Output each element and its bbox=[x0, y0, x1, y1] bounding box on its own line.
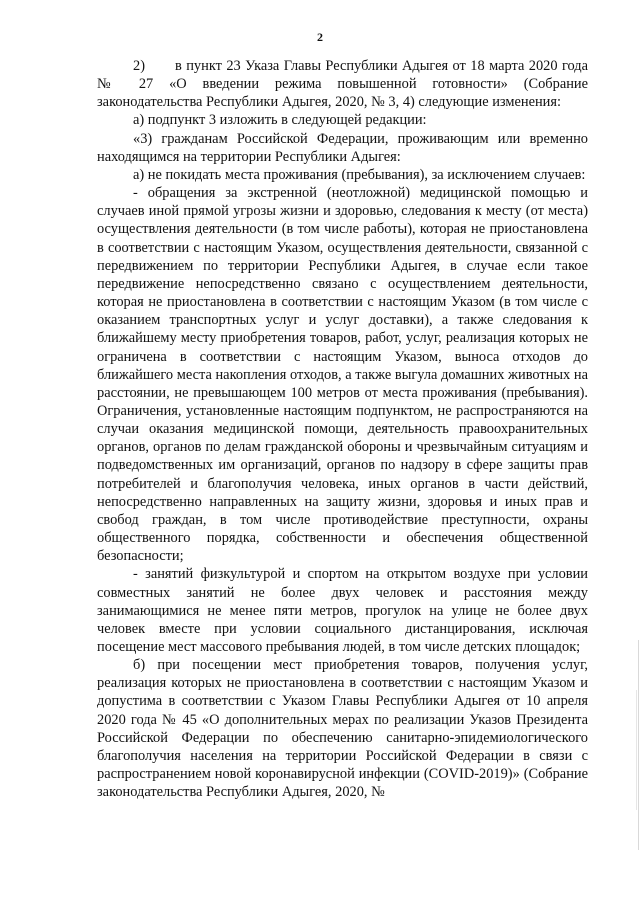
paragraph-clause-b: б) при посещении мест приобретения товаров, получения услуг, реализация которых не приостановлена в соответствии с настоящим Указом и допустима в соответствии с Указом Главы Республики Адыгея от 10 апреля 2020 года № 45 «О дополнительных мерах по реализации Указов Президента Российской Федерации по обеспечению санитарно-эпидемиологического благополучия населения на территории Российской Федерации в связи с распространением новой коронавирусной инфекции (COVID-2019)» (Собрание законодательства Республики Адыгея, 2020, № bbox=[97, 657, 588, 801]
scan-edge-line bbox=[638, 640, 639, 850]
paragraph-item-2 bbox=[97, 57, 588, 111]
paragraph-dash-sport: - занятий физкультурой и спортом на открытом воздухе при условии совместных занятий не более двух человек и расстояния между занимающимися не менее пяти метров, прогулок на улице не более двух человек вместе при условии социального дистанцирования, исключая посещение мест массового пребывания людей, в том числе детских площадок; bbox=[97, 566, 588, 655]
document-body bbox=[97, 57, 588, 801]
page-number: 2 bbox=[317, 30, 323, 44]
scan-edge-line-secondary bbox=[636, 690, 637, 810]
paragraph-quote-3: «3) гражданам Российской Федерации, проживающим или временно находящимся на территории Республики Адыгея: bbox=[97, 130, 588, 165]
paragraph-text: в пункт 23 Указа Главы Республики Адыгея от 18 марта 2020 года № 27 «О введении режима повышенной готовности» (Собрание законодательства Республики Адыгея, 2020, № 3, 4) следующие изменения: bbox=[97, 58, 588, 111]
paragraph-subitem-a: а) подпункт 3 изложить в следующей редакции: bbox=[133, 112, 427, 129]
item-number: 2) bbox=[133, 58, 145, 74]
paragraph-clause-a: а) не покидать места проживания (пребывания), за исключением случаев: bbox=[133, 166, 586, 183]
paragraph-dash-medical: - обращения за экстренной (неотложной) медицинской помощью и случаев иной прямой угрозы жизни и здоровью, следования к месту (от места) осуществления деятельности (в том числе работы), которая не приостановлена в соответствии с настоящим Указом, осуществления деятельности, связанной с передвижением по территории Республики Адыгея, в случае если такое передвижение непосредственно связано с осуществлением деятельности, которая не приостановлена в соответствии с настоящим Указом (в том числе с оказанием транспортных услуг и услуг доставки), а также следования к ближайшему месту приобретения товаров, работ, услуг, реализация которых не ограничена в соответствии с настоящим Указом, выноса отходов до ближайшего места накопления отходов, а также выгула домашних животных на расстоянии, не превышающем 100 метров от места проживания (пребывания). Ограничения, установленные настоящим подпунктом, не распространяются на случаи оказания медицинской помощи, деятельность правоохранительных органов, органов по делам гражданской обороны и чрезвычайным ситуациям и подведомственных им организаций, органов по надзору в сфере защиты прав потребителей и благополучия человека, иных органов в части действий, непосредственно направленных на защиту жизни, здоровья и иных прав и свобод граждан, в том числе противодействие преступности, охраны общественного порядка, собственности и обеспечения общественной безопасности; bbox=[97, 185, 588, 565]
